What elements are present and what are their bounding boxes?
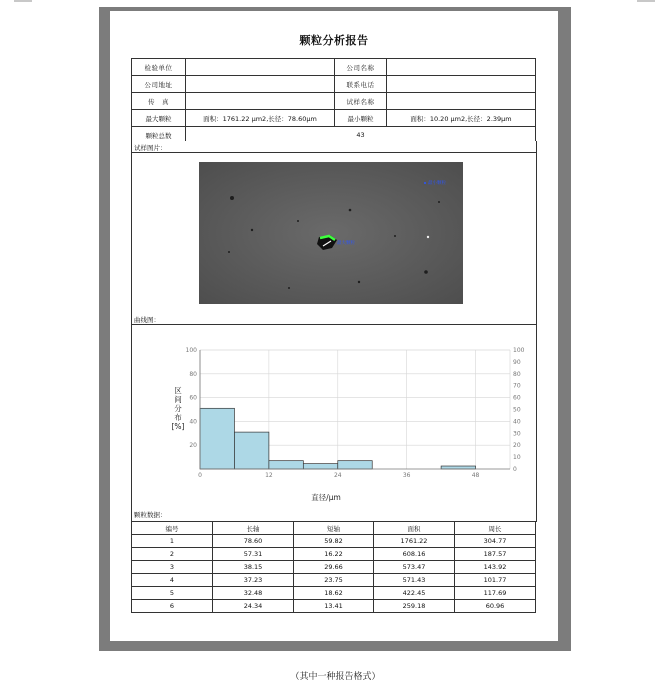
table-cell: 32.48: [213, 587, 294, 600]
info-row: [132, 59, 536, 76]
report-title: 颗粒分析报告: [299, 34, 369, 47]
table-row: [132, 535, 536, 548]
right-tick-label: 20: [513, 442, 521, 450]
info-value: [186, 76, 335, 93]
y-tick-label: 60: [189, 394, 197, 402]
figure-caption: （其中一种报告格式）: [290, 672, 381, 682]
y-axis-label-char: [%]: [171, 422, 185, 431]
info-label: 检验单位: [132, 59, 186, 76]
column-header: 长轴: [213, 522, 294, 535]
table-cell: 37.23: [213, 574, 294, 587]
table-cell: 5: [132, 587, 213, 600]
table-cell: 117.69: [455, 587, 536, 600]
info-value: [387, 93, 536, 110]
y-tick-label: 20: [189, 442, 197, 450]
histogram-bar: [303, 464, 337, 469]
table-cell: 2: [132, 548, 213, 561]
info-value: 面积：1761.22 μm2,长径：78.60μm: [186, 110, 335, 127]
histogram-bar: [441, 466, 475, 469]
right-tick-label: 50: [513, 406, 521, 414]
report-page: [110, 11, 558, 641]
y-axis-label-char: 分: [174, 404, 182, 413]
x-axis-label: 直径/μm: [311, 493, 341, 502]
histogram-chart: [132, 325, 536, 507]
smallest-particle-marker: 最小颗粒: [428, 181, 446, 186]
data-section-label: 颗粒数据：: [134, 511, 167, 519]
table-cell: 13.41: [294, 600, 374, 613]
table-cell: 29.66: [294, 561, 374, 574]
info-row: [132, 110, 536, 127]
right-tick-label: 10: [513, 454, 521, 462]
info-label: 传 真: [132, 93, 186, 110]
info-label: 公司名称: [335, 59, 387, 76]
info-value: [186, 93, 335, 110]
right-tick-label: 30: [513, 430, 521, 438]
x-tick-label: 48: [471, 472, 480, 479]
table-cell: 304.77: [455, 535, 536, 548]
table-cell: 78.60: [213, 535, 294, 548]
column-header: 短轴: [294, 522, 374, 535]
table-cell: 24.34: [213, 600, 294, 613]
right-tick-label: 60: [513, 394, 521, 402]
table-cell: 23.75: [294, 574, 374, 587]
column-header: 编号: [132, 522, 213, 535]
right-tick-label: 70: [513, 382, 521, 390]
particle-table: [131, 521, 536, 613]
table-cell: 1: [132, 535, 213, 548]
table-cell: 259.18: [374, 600, 455, 613]
smallest-particle: [424, 179, 446, 186]
table-cell: 4: [132, 574, 213, 587]
table-cell: 1761.22: [374, 535, 455, 548]
info-label: 最小颗粒: [335, 110, 387, 127]
right-tick-label: 0: [513, 466, 517, 473]
y-axis-label-char: 间: [174, 395, 182, 404]
histogram-bar: [200, 408, 234, 469]
table-row: [132, 600, 536, 613]
info-row: [132, 76, 536, 93]
y-axis-label-char: 布: [174, 413, 182, 422]
table-cell: 38.15: [213, 561, 294, 574]
curve-section: [131, 313, 537, 509]
info-value: [387, 76, 536, 93]
info-label: 试样名称: [335, 93, 387, 110]
info-value: [387, 59, 536, 76]
histogram-bar: [269, 461, 303, 469]
micrograph-svg: [199, 162, 463, 304]
sample-micrograph: [199, 162, 463, 304]
table-cell: 60.96: [455, 600, 536, 613]
x-tick-label: 0: [198, 472, 202, 479]
x-tick-label: 12: [265, 472, 273, 479]
column-header: 面积: [374, 522, 455, 535]
table-row: [132, 587, 536, 600]
column-header: 周长: [455, 522, 536, 535]
top-left-edge: [14, 0, 32, 2]
top-right-edge: [637, 0, 655, 2]
table-cell: 59.82: [294, 535, 374, 548]
table-cell: 143.92: [455, 561, 536, 574]
sample-section-label: 试样图片：: [132, 141, 536, 153]
y-axis-label-char: 区: [174, 386, 182, 395]
y-axis-label: [172, 386, 185, 431]
largest-particle-marker: 最大颗粒: [337, 241, 355, 246]
table-cell: 16.22: [294, 548, 374, 561]
table-header-row: [132, 522, 536, 535]
y-tick-label: 80: [189, 370, 197, 378]
y-tick-label: 100: [185, 347, 197, 354]
count-value: 43: [186, 127, 536, 144]
histogram-bar: [338, 461, 372, 469]
table-row: [132, 561, 536, 574]
table-cell: 422.45: [374, 587, 455, 600]
info-label: 公司地址: [132, 76, 186, 93]
right-tick-label: 80: [513, 370, 521, 378]
data-section: [131, 508, 537, 522]
right-tick-label: 100: [513, 347, 525, 354]
curve-section-label: 曲线图：: [132, 313, 536, 325]
table-cell: 608.16: [374, 548, 455, 561]
table-cell: 101.77: [455, 574, 536, 587]
right-tick-label: 40: [513, 418, 521, 426]
histogram-bar: [234, 432, 268, 469]
table-cell: 18.62: [294, 587, 374, 600]
table-cell: 187.57: [455, 548, 536, 561]
table-cell: 573.47: [374, 561, 455, 574]
table-row: [132, 548, 536, 561]
info-label: 联系电话: [335, 76, 387, 93]
right-tick-label: 90: [513, 358, 521, 366]
table-cell: 57.31: [213, 548, 294, 561]
table-cell: 3: [132, 561, 213, 574]
table-cell: 6: [132, 600, 213, 613]
count-label: 颗粒总数: [132, 127, 186, 144]
y-tick-label: 40: [189, 418, 197, 426]
table-cell: 571.43: [374, 574, 455, 587]
info-row: [132, 93, 536, 110]
info-table: [131, 58, 536, 144]
info-value: 面积：10.20 μm2,长径：2.39μm: [387, 110, 536, 127]
info-value: [186, 59, 335, 76]
table-row: [132, 574, 536, 587]
x-tick-label: 36: [402, 472, 411, 479]
x-tick-label: 24: [333, 472, 342, 479]
info-label: 最大颗粒: [132, 110, 186, 127]
